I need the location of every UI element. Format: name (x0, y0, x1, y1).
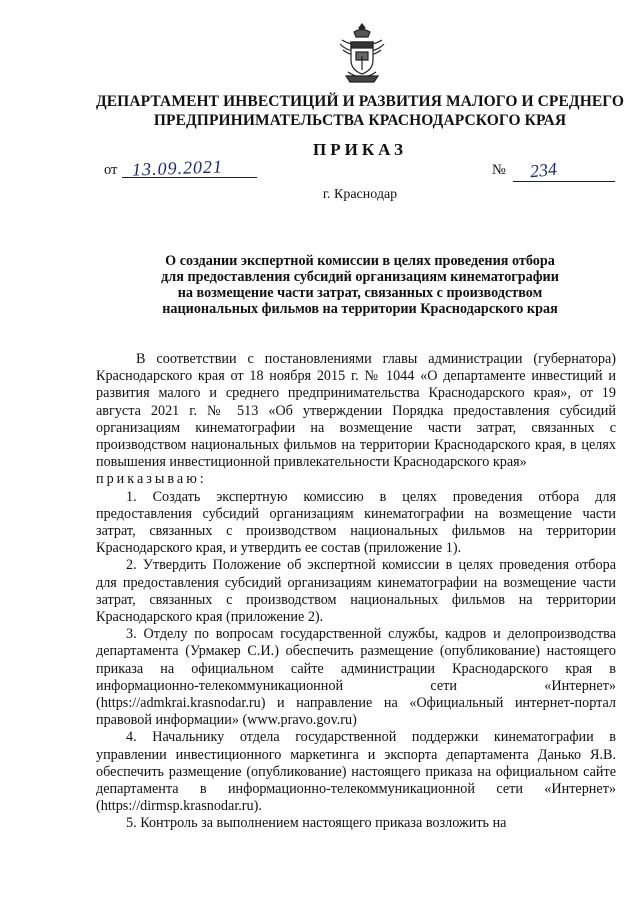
department-name-line-2: ПРЕДПРИНИМАТЕЛЬСТВА КРАСНОДАРСКОГО КРАЯ (153, 112, 567, 129)
number-underline (513, 181, 615, 182)
coat-of-arms-emblem (336, 20, 388, 86)
document-type-title: ПРИКАЗ (313, 140, 407, 159)
subject-line: О создании экспертной комиссии в целях проведения отбора (165, 253, 555, 269)
handwritten-date: 13.09.2021 (131, 156, 224, 180)
date-label: от (104, 162, 118, 178)
order-subject (110, 253, 610, 317)
order-item-3: 3. Отделу по вопросам государственной службы, кадров и делопроизводства департамента (Урмакер С.И.) обеспечить размещение (опубликование) настоящего приказа на официальном сайте администрации Краснодарского края в информационно-телекоммуникационной сети «Интернет» (https://admkrai.krasnodar.ru) и направление на «Официальный интернет-портал правовой информации» (www.pravo.gov.ru) (96, 626, 616, 729)
subject-line: национальных фильмов на территории Краснодарского края (162, 301, 558, 317)
order-item-1: 1. Создать экспертную комиссию в целях проведения отбора для предоставления субсидий организациям кинематографии на возмещение части затрат, связанных с производством национальных фильмов на территории Краснодарского края, и утвердить ее состав (приложение 1). (96, 488, 616, 557)
subject-line: на возмещение части затрат, связанных с производством (177, 285, 543, 301)
preamble-paragraph: В соответствии с постановлениями главы администрации (губернатора) Краснодарского края от 18 ноября 2015 г. № 1044 «О департаменте инвестиций и развития малого и среднего предпринимательства Краснодарского края», от 19 августа 2021 г. № 513 «Об утверждении Порядка предоставления субсидий организациям кинематографии на возмещение части затрат, связанных с производством национальных фильмов на территории Краснодарского края, в целях повышения инвестиционной привлекательности Краснодарского края» (96, 351, 616, 471)
order-item-5: 5. Контроль за выполнением настоящего приказа возложить на (126, 815, 507, 832)
order-word: приказываю: (96, 471, 207, 488)
number-label: № (492, 162, 506, 178)
subject-line: для предоставления субсидий организациям кинематографии (161, 269, 559, 285)
order-item-2: 2. Утвердить Положение об экспертной комиссии в целях проведения отбора для предоставления субсидий организациям кинематографии на возмещение части затрат, связанных с производством национальных фильмов на территории Краснодарского края (приложение 2). (96, 557, 616, 626)
department-name-line-1: ДЕПАРТАМЕНТ ИНВЕСТИЦИЙ И РАЗВИТИЯ МАЛОГО И СРЕДНЕГО (95, 93, 625, 110)
document-body (96, 351, 616, 833)
handwritten-number: 234 (528, 158, 558, 182)
order-item-4: 4. Начальнику отдела государственной поддержки кинематографии в управлении инвестиционного маркетинга и экспорта департамента Данько Я.В. обеспечить размещение (опубликование) настоящего приказа на официальном сайте департамента в информационно-телекоммуникационной сети «Интернет» (https://dirmsp.krasnodar.ru). (96, 729, 616, 815)
city-line: г. Краснодар (322, 187, 398, 202)
